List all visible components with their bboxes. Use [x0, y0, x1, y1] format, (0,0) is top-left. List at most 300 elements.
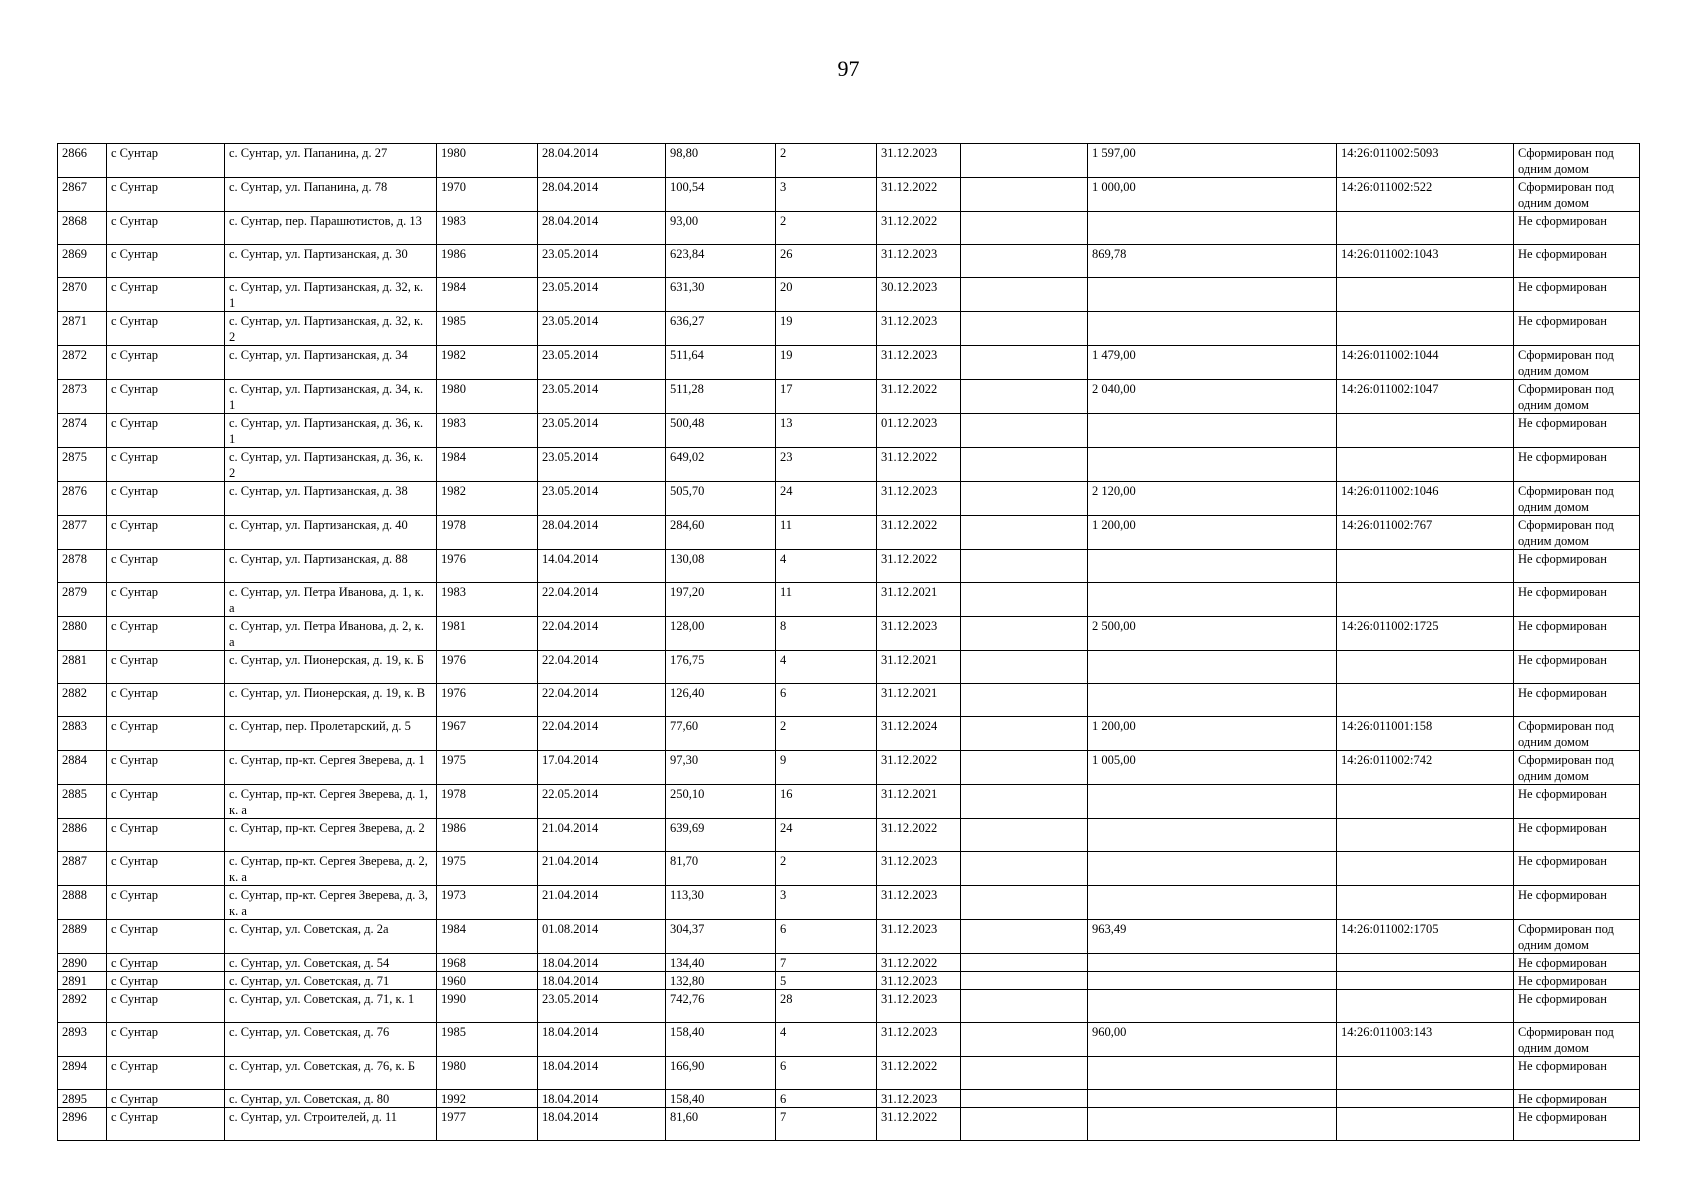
count-cell: 26 [776, 245, 877, 278]
empty-cell [961, 482, 1088, 516]
year-cell: 1967 [437, 717, 538, 751]
empty-cell [961, 1057, 1088, 1090]
area-cell: 126,40 [666, 684, 776, 717]
row-number: 2876 [58, 482, 107, 516]
empty-cell [961, 278, 1088, 312]
year-cell: 1983 [437, 583, 538, 617]
date-cell: 23.05.2014 [538, 380, 666, 414]
table-row [58, 684, 1640, 717]
cost-cell: 869,78 [1088, 245, 1337, 278]
cadastral-cell [1337, 1057, 1514, 1090]
area-cell: 134,40 [666, 954, 776, 972]
deadline-cell: 31.12.2021 [877, 785, 961, 819]
area-cell: 93,00 [666, 212, 776, 245]
cost-cell [1088, 278, 1337, 312]
empty-cell [961, 920, 1088, 954]
cost-cell [1088, 1108, 1337, 1141]
row-number: 2894 [58, 1057, 107, 1090]
empty-cell [961, 819, 1088, 852]
status-cell: Не сформирован [1514, 550, 1640, 583]
area-cell: 631,30 [666, 278, 776, 312]
deadline-cell: 31.12.2022 [877, 550, 961, 583]
date-cell: 22.04.2014 [538, 617, 666, 651]
count-cell: 3 [776, 886, 877, 920]
cadastral-cell: 14:26:011002:1705 [1337, 920, 1514, 954]
status-cell: Не сформирован [1514, 819, 1640, 852]
cost-cell [1088, 312, 1337, 346]
cadastral-cell: 14:26:011002:5093 [1337, 144, 1514, 178]
address-cell: с. Сунтар, ул. Папанина, д. 27 [225, 144, 437, 178]
cadastral-cell [1337, 414, 1514, 448]
table-row [58, 278, 1640, 312]
cadastral-cell [1337, 852, 1514, 886]
status-cell: Сформирован под одним домом [1514, 751, 1640, 785]
count-cell: 24 [776, 819, 877, 852]
deadline-cell: 01.12.2023 [877, 414, 961, 448]
cadastral-cell: 14:26:011002:522 [1337, 178, 1514, 212]
address-cell: с. Сунтар, ул. Советская, д. 80 [225, 1090, 437, 1108]
deadline-cell: 31.12.2022 [877, 819, 961, 852]
date-cell: 23.05.2014 [538, 312, 666, 346]
deadline-cell: 31.12.2023 [877, 972, 961, 990]
empty-cell [961, 1090, 1088, 1108]
table-row [58, 751, 1640, 785]
settlement-cell: с Сунтар [107, 1090, 225, 1108]
settlement-cell: с Сунтар [107, 886, 225, 920]
table-row [58, 1108, 1640, 1141]
year-cell: 1975 [437, 852, 538, 886]
area-cell: 113,30 [666, 886, 776, 920]
status-cell: Сформирован под одним домом [1514, 380, 1640, 414]
cost-cell [1088, 819, 1337, 852]
deadline-cell: 31.12.2022 [877, 1057, 961, 1090]
status-cell: Не сформирован [1514, 414, 1640, 448]
settlement-cell: с Сунтар [107, 516, 225, 550]
table-row [58, 448, 1640, 482]
date-cell: 22.05.2014 [538, 785, 666, 819]
area-cell: 197,20 [666, 583, 776, 617]
settlement-cell: с Сунтар [107, 717, 225, 751]
year-cell: 1978 [437, 785, 538, 819]
year-cell: 1975 [437, 751, 538, 785]
count-cell: 4 [776, 1023, 877, 1057]
table-row [58, 312, 1640, 346]
date-cell: 18.04.2014 [538, 1090, 666, 1108]
count-cell: 17 [776, 380, 877, 414]
empty-cell [961, 785, 1088, 819]
address-cell: с. Сунтар, ул. Партизанская, д. 34 [225, 346, 437, 380]
year-cell: 1970 [437, 178, 538, 212]
count-cell: 5 [776, 972, 877, 990]
deadline-cell: 31.12.2023 [877, 245, 961, 278]
cadastral-cell [1337, 278, 1514, 312]
status-cell: Не сформирован [1514, 1108, 1640, 1141]
deadline-cell: 31.12.2022 [877, 178, 961, 212]
year-cell: 1984 [437, 278, 538, 312]
year-cell: 1977 [437, 1108, 538, 1141]
cadastral-cell [1337, 1108, 1514, 1141]
row-number: 2880 [58, 617, 107, 651]
status-cell: Не сформирован [1514, 245, 1640, 278]
row-number: 2891 [58, 972, 107, 990]
table-row [58, 651, 1640, 684]
status-cell: Не сформирован [1514, 583, 1640, 617]
deadline-cell: 31.12.2022 [877, 1108, 961, 1141]
status-cell: Сформирован под одним домом [1514, 144, 1640, 178]
settlement-cell: с Сунтар [107, 785, 225, 819]
empty-cell [961, 972, 1088, 990]
status-cell: Сформирован под одним домом [1514, 516, 1640, 550]
empty-cell [961, 1023, 1088, 1057]
empty-cell [961, 414, 1088, 448]
year-cell: 1981 [437, 617, 538, 651]
count-cell: 8 [776, 617, 877, 651]
row-number: 2890 [58, 954, 107, 972]
deadline-cell: 31.12.2023 [877, 1023, 961, 1057]
settlement-cell: с Сунтар [107, 852, 225, 886]
count-cell: 11 [776, 583, 877, 617]
table-row [58, 785, 1640, 819]
row-number: 2879 [58, 583, 107, 617]
address-cell: с. Сунтар, ул. Партизанская, д. 30 [225, 245, 437, 278]
year-cell: 1985 [437, 312, 538, 346]
row-number: 2885 [58, 785, 107, 819]
deadline-cell: 31.12.2023 [877, 144, 961, 178]
table-row [58, 144, 1640, 178]
date-cell: 14.04.2014 [538, 550, 666, 583]
address-cell: с. Сунтар, пер. Парашютистов, д. 13 [225, 212, 437, 245]
count-cell: 3 [776, 178, 877, 212]
area-cell: 128,00 [666, 617, 776, 651]
address-cell: с. Сунтар, ул. Пионерская, д. 19, к. В [225, 684, 437, 717]
year-cell: 1984 [437, 920, 538, 954]
address-cell: с. Сунтар, ул. Партизанская, д. 88 [225, 550, 437, 583]
table-row [58, 1057, 1640, 1090]
empty-cell [961, 990, 1088, 1023]
settlement-cell: с Сунтар [107, 448, 225, 482]
table-row [58, 245, 1640, 278]
cadastral-cell: 14:26:011002:767 [1337, 516, 1514, 550]
year-cell: 1980 [437, 380, 538, 414]
address-cell: с. Сунтар, ул. Партизанская, д. 32, к. 1 [225, 278, 437, 312]
settlement-cell: с Сунтар [107, 1108, 225, 1141]
area-cell: 649,02 [666, 448, 776, 482]
area-cell: 158,40 [666, 1023, 776, 1057]
settlement-cell: с Сунтар [107, 617, 225, 651]
date-cell: 21.04.2014 [538, 819, 666, 852]
address-cell: с. Сунтар, ул. Строителей, д. 11 [225, 1108, 437, 1141]
status-cell: Сформирован под одним домом [1514, 178, 1640, 212]
table-row [58, 212, 1640, 245]
empty-cell [961, 852, 1088, 886]
date-cell: 18.04.2014 [538, 1057, 666, 1090]
cadastral-cell: 14:26:011002:1725 [1337, 617, 1514, 651]
area-cell: 505,70 [666, 482, 776, 516]
year-cell: 1982 [437, 346, 538, 380]
table-row [58, 819, 1640, 852]
cost-cell [1088, 550, 1337, 583]
address-cell: с. Сунтар, ул. Папанина, д. 78 [225, 178, 437, 212]
count-cell: 6 [776, 684, 877, 717]
cost-cell [1088, 414, 1337, 448]
table-row [58, 346, 1640, 380]
status-cell: Не сформирован [1514, 1090, 1640, 1108]
deadline-cell: 31.12.2023 [877, 886, 961, 920]
count-cell: 16 [776, 785, 877, 819]
year-cell: 1976 [437, 684, 538, 717]
table-row [58, 482, 1640, 516]
table-row [58, 954, 1640, 972]
row-number: 2887 [58, 852, 107, 886]
year-cell: 1992 [437, 1090, 538, 1108]
count-cell: 2 [776, 717, 877, 751]
count-cell: 24 [776, 482, 877, 516]
empty-cell [961, 717, 1088, 751]
area-cell: 511,64 [666, 346, 776, 380]
cost-cell: 1 000,00 [1088, 178, 1337, 212]
count-cell: 9 [776, 751, 877, 785]
address-cell: с. Сунтар, ул. Петра Иванова, д. 1, к. а [225, 583, 437, 617]
count-cell: 19 [776, 312, 877, 346]
status-cell: Не сформирован [1514, 785, 1640, 819]
area-cell: 284,60 [666, 516, 776, 550]
year-cell: 1978 [437, 516, 538, 550]
address-cell: с. Сунтар, пр-кт. Сергея Зверева, д. 1, к. а [225, 785, 437, 819]
empty-cell [961, 516, 1088, 550]
cadastral-cell: 14:26:011001:158 [1337, 717, 1514, 751]
area-cell: 98,80 [666, 144, 776, 178]
status-cell: Не сформирован [1514, 972, 1640, 990]
deadline-cell: 31.12.2021 [877, 684, 961, 717]
cadastral-cell [1337, 448, 1514, 482]
date-cell: 23.05.2014 [538, 278, 666, 312]
area-cell: 130,08 [666, 550, 776, 583]
date-cell: 22.04.2014 [538, 651, 666, 684]
address-cell: с. Сунтар, ул. Партизанская, д. 36, к. 1 [225, 414, 437, 448]
date-cell: 23.05.2014 [538, 990, 666, 1023]
row-number: 2874 [58, 414, 107, 448]
area-cell: 158,40 [666, 1090, 776, 1108]
address-cell: с. Сунтар, ул. Партизанская, д. 36, к. 2 [225, 448, 437, 482]
empty-cell [961, 144, 1088, 178]
row-number: 2881 [58, 651, 107, 684]
settlement-cell: с Сунтар [107, 550, 225, 583]
settlement-cell: с Сунтар [107, 245, 225, 278]
count-cell: 7 [776, 1108, 877, 1141]
empty-cell [961, 312, 1088, 346]
count-cell: 6 [776, 1090, 877, 1108]
settlement-cell: с Сунтар [107, 414, 225, 448]
table-row [58, 617, 1640, 651]
date-cell: 17.04.2014 [538, 751, 666, 785]
year-cell: 1982 [437, 482, 538, 516]
housing-registry-table [57, 143, 1640, 1141]
count-cell: 4 [776, 550, 877, 583]
status-cell: Не сформирован [1514, 990, 1640, 1023]
address-cell: с. Сунтар, ул. Советская, д. 76, к. Б [225, 1057, 437, 1090]
year-cell: 1984 [437, 448, 538, 482]
cost-cell: 963,49 [1088, 920, 1337, 954]
cost-cell [1088, 1057, 1337, 1090]
area-cell: 623,84 [666, 245, 776, 278]
address-cell: с. Сунтар, пр-кт. Сергея Зверева, д. 2 [225, 819, 437, 852]
table-row [58, 516, 1640, 550]
deadline-cell: 31.12.2022 [877, 954, 961, 972]
cadastral-cell: 14:26:011002:1043 [1337, 245, 1514, 278]
cadastral-cell [1337, 684, 1514, 717]
settlement-cell: с Сунтар [107, 651, 225, 684]
deadline-cell: 31.12.2022 [877, 380, 961, 414]
table-row [58, 414, 1640, 448]
status-cell: Не сформирован [1514, 1057, 1640, 1090]
date-cell: 23.05.2014 [538, 448, 666, 482]
table-row [58, 990, 1640, 1023]
row-number: 2882 [58, 684, 107, 717]
table-row [58, 1090, 1640, 1108]
area-cell: 304,37 [666, 920, 776, 954]
address-cell: с. Сунтар, ул. Советская, д. 76 [225, 1023, 437, 1057]
settlement-cell: с Сунтар [107, 482, 225, 516]
address-cell: с. Сунтар, ул. Советская, д. 54 [225, 954, 437, 972]
deadline-cell: 31.12.2021 [877, 651, 961, 684]
table-row [58, 852, 1640, 886]
row-number: 2869 [58, 245, 107, 278]
area-cell: 77,60 [666, 717, 776, 751]
empty-cell [961, 1108, 1088, 1141]
row-number: 2889 [58, 920, 107, 954]
empty-cell [961, 178, 1088, 212]
empty-cell [961, 751, 1088, 785]
deadline-cell: 31.12.2022 [877, 516, 961, 550]
cost-cell [1088, 886, 1337, 920]
count-cell: 6 [776, 920, 877, 954]
cadastral-cell: 14:26:011003:143 [1337, 1023, 1514, 1057]
row-number: 2878 [58, 550, 107, 583]
table-row [58, 717, 1640, 751]
cadastral-cell [1337, 954, 1514, 972]
settlement-cell: с Сунтар [107, 212, 225, 245]
deadline-cell: 31.12.2022 [877, 448, 961, 482]
settlement-cell: с Сунтар [107, 380, 225, 414]
row-number: 2888 [58, 886, 107, 920]
empty-cell [961, 954, 1088, 972]
deadline-cell: 31.12.2022 [877, 212, 961, 245]
cost-cell: 1 005,00 [1088, 751, 1337, 785]
deadline-cell: 31.12.2023 [877, 920, 961, 954]
row-number: 2868 [58, 212, 107, 245]
status-cell: Сформирован под одним домом [1514, 717, 1640, 751]
empty-cell [961, 583, 1088, 617]
deadline-cell: 31.12.2022 [877, 751, 961, 785]
row-number: 2875 [58, 448, 107, 482]
table-row [58, 920, 1640, 954]
date-cell: 23.05.2014 [538, 346, 666, 380]
date-cell: 28.04.2014 [538, 516, 666, 550]
cost-cell: 1 479,00 [1088, 346, 1337, 380]
cost-cell: 1 200,00 [1088, 717, 1337, 751]
year-cell: 1976 [437, 550, 538, 583]
settlement-cell: с Сунтар [107, 684, 225, 717]
settlement-cell: с Сунтар [107, 990, 225, 1023]
cadastral-cell: 14:26:011002:1044 [1337, 346, 1514, 380]
date-cell: 18.04.2014 [538, 1023, 666, 1057]
area-cell: 250,10 [666, 785, 776, 819]
table-body [58, 144, 1640, 1141]
cost-cell [1088, 972, 1337, 990]
row-number: 2871 [58, 312, 107, 346]
empty-cell [961, 245, 1088, 278]
cadastral-cell [1337, 651, 1514, 684]
cost-cell [1088, 1090, 1337, 1108]
count-cell: 2 [776, 212, 877, 245]
row-number: 2870 [58, 278, 107, 312]
table-row [58, 972, 1640, 990]
settlement-cell: с Сунтар [107, 954, 225, 972]
status-cell: Не сформирован [1514, 448, 1640, 482]
address-cell: с. Сунтар, ул. Партизанская, д. 38 [225, 482, 437, 516]
count-cell: 2 [776, 144, 877, 178]
settlement-cell: с Сунтар [107, 312, 225, 346]
table-row [58, 380, 1640, 414]
deadline-cell: 31.12.2024 [877, 717, 961, 751]
settlement-cell: с Сунтар [107, 920, 225, 954]
cost-cell [1088, 684, 1337, 717]
count-cell: 28 [776, 990, 877, 1023]
settlement-cell: с Сунтар [107, 972, 225, 990]
empty-cell [961, 212, 1088, 245]
date-cell: 28.04.2014 [538, 212, 666, 245]
cadastral-cell [1337, 990, 1514, 1023]
cadastral-cell [1337, 212, 1514, 245]
deadline-cell: 30.12.2023 [877, 278, 961, 312]
count-cell: 6 [776, 1057, 877, 1090]
row-number: 2896 [58, 1108, 107, 1141]
settlement-cell: с Сунтар [107, 1057, 225, 1090]
row-number: 2877 [58, 516, 107, 550]
cadastral-cell [1337, 550, 1514, 583]
cost-cell: 1 200,00 [1088, 516, 1337, 550]
count-cell: 7 [776, 954, 877, 972]
area-cell: 100,54 [666, 178, 776, 212]
empty-cell [961, 346, 1088, 380]
count-cell: 2 [776, 852, 877, 886]
status-cell: Не сформирован [1514, 954, 1640, 972]
address-cell: с. Сунтар, пр-кт. Сергея Зверева, д. 3, к. а [225, 886, 437, 920]
cadastral-cell: 14:26:011002:742 [1337, 751, 1514, 785]
row-number: 2886 [58, 819, 107, 852]
deadline-cell: 31.12.2021 [877, 583, 961, 617]
cost-cell [1088, 448, 1337, 482]
date-cell: 23.05.2014 [538, 414, 666, 448]
year-cell: 1985 [437, 1023, 538, 1057]
status-cell: Сформирован под одним домом [1514, 920, 1640, 954]
date-cell: 22.04.2014 [538, 717, 666, 751]
count-cell: 4 [776, 651, 877, 684]
date-cell: 18.04.2014 [538, 972, 666, 990]
empty-cell [961, 448, 1088, 482]
date-cell: 18.04.2014 [538, 954, 666, 972]
address-cell: с. Сунтар, ул. Советская, д. 71, к. 1 [225, 990, 437, 1023]
address-cell: с. Сунтар, ул. Советская, д. 71 [225, 972, 437, 990]
status-cell: Не сформирован [1514, 886, 1640, 920]
cost-cell: 2 120,00 [1088, 482, 1337, 516]
status-cell: Не сформирован [1514, 852, 1640, 886]
area-cell: 132,80 [666, 972, 776, 990]
status-cell: Не сформирован [1514, 617, 1640, 651]
cost-cell [1088, 852, 1337, 886]
date-cell: 28.04.2014 [538, 144, 666, 178]
row-number: 2893 [58, 1023, 107, 1057]
